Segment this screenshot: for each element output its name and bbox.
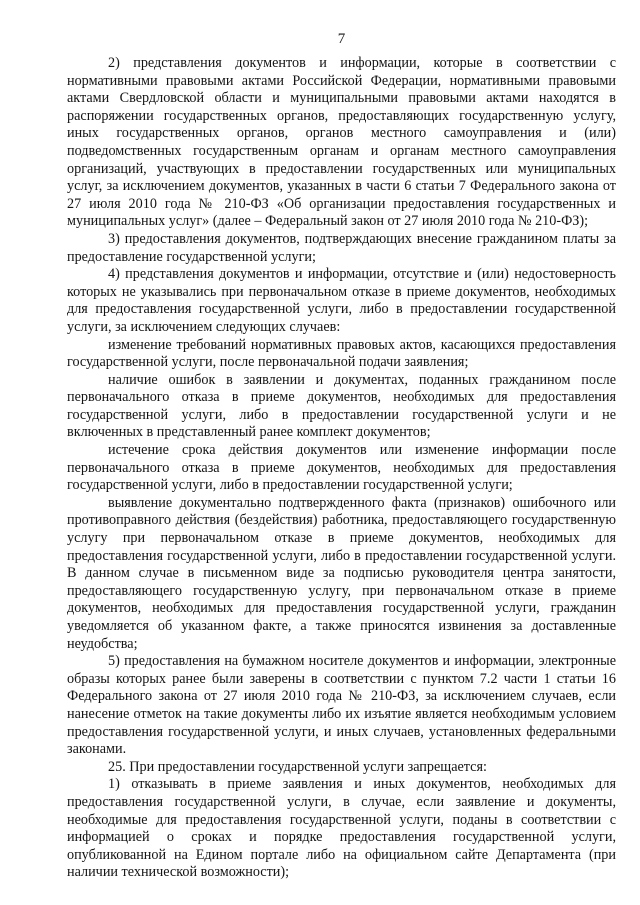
page-number: 7 [337,31,346,47]
paragraph-exception-4: выявление документально подтвержденного факта (признаков) ошибочного или противоправного действия (бездействия) работника, предоставляющего государственную услугу при первоначальном отказе в приеме документов, необходимых для предоставления государственной услуги, либо в предоставлении государственной услуги. В данном случае в письменном виде за подписью руководителя центра занятости, предоставляющего государственную услугу, при первоначальном отказе в приеме документов, необходимых для предоставления государственной услуги, гражданин уведомляется об указанном факте, а также приносятся извинения за доставленные неудобства; [67,494,616,652]
paragraph-item-2: 2) представления документов и информации, которые в соответствии с нормативными правовыми актами Российской Федерации, нормативными правовыми актами Свердловской области и муниципальными правовыми актами находятся в распоряжении государственных органов, предоставляющих государственную услугу, иных государственных органов, органов местного самоуправления и (или) подведомственных государственным органам и органам местного самоуправления организаций, участвующих в предоставлении государственных или муниципальных услуг, за исключением документов, указанных в части 6 статьи 7 Федерального закона от 27 июля 2010 года № 210-ФЗ «Об организации предоставления государственных и муниципальных услуг» (далее – Федеральный закон от 27 июля 2010 года № 210-ФЗ); [67,55,616,230]
paragraph-clause-25-item-1: 1) отказывать в приеме заявления и иных документов, необходимых для предоставления государственной услуги, в случае, если заявление и документы, необходимые для предоставления государственной услуги, поданы в соответствии с информацией о сроках и порядке предоставления государственной услуги, опубликованной на Едином портале либо на официальном сайте Департамента (при наличии технической возможности); [67,776,616,881]
paragraph-exception-1: изменение требований нормативных правовых актов, касающихся предоставления государственной услуги, после первоначальной подачи заявления; [67,336,616,371]
paragraph-item-3: 3) предоставления документов, подтверждающих внесение гражданином платы за предоставление государственной услуги; [67,230,616,265]
paragraph-item-4: 4) представления документов и информации, отсутствие и (или) недостоверность которых не указывались при первоначальном отказе в приеме документов, необходимых для предоставления государственной услуги, либо в предоставлении государственной услуги, за исключением следующих случаев: [67,266,616,335]
paragraph-item-5: 5) предоставления на бумажном носителе документов и информации, электронные образы которых ранее были заверены в соответствии с пунктом 7.2 части 1 статьи 16 Федерального закона от 27 июля 2010 года № 210-ФЗ, за исключением случаев, если нанесение отметок на такие документы либо их изъятие является необходимым условием предоставления государственной услуги, и иных случаев, установленных федеральными законами. [67,653,616,758]
paragraph-exception-3: истечение срока действия документов или изменение информации после первоначального отказа в приеме документов, необходимых для предоставления государственной услуги, либо в предоставлении государственной услуги; [67,442,616,494]
paragraph-exception-2: наличие ошибок в заявлении и документах, поданных гражданином после первоначального отказа в приеме документов, необходимых для предоставления государственной услуги, либо в предоставлении государственной услуги и не включенных в представленный ранее комплект документов; [67,371,616,441]
paragraph-clause-25: 25. При предоставлении государственной услуги запрещается: [108,758,487,775]
